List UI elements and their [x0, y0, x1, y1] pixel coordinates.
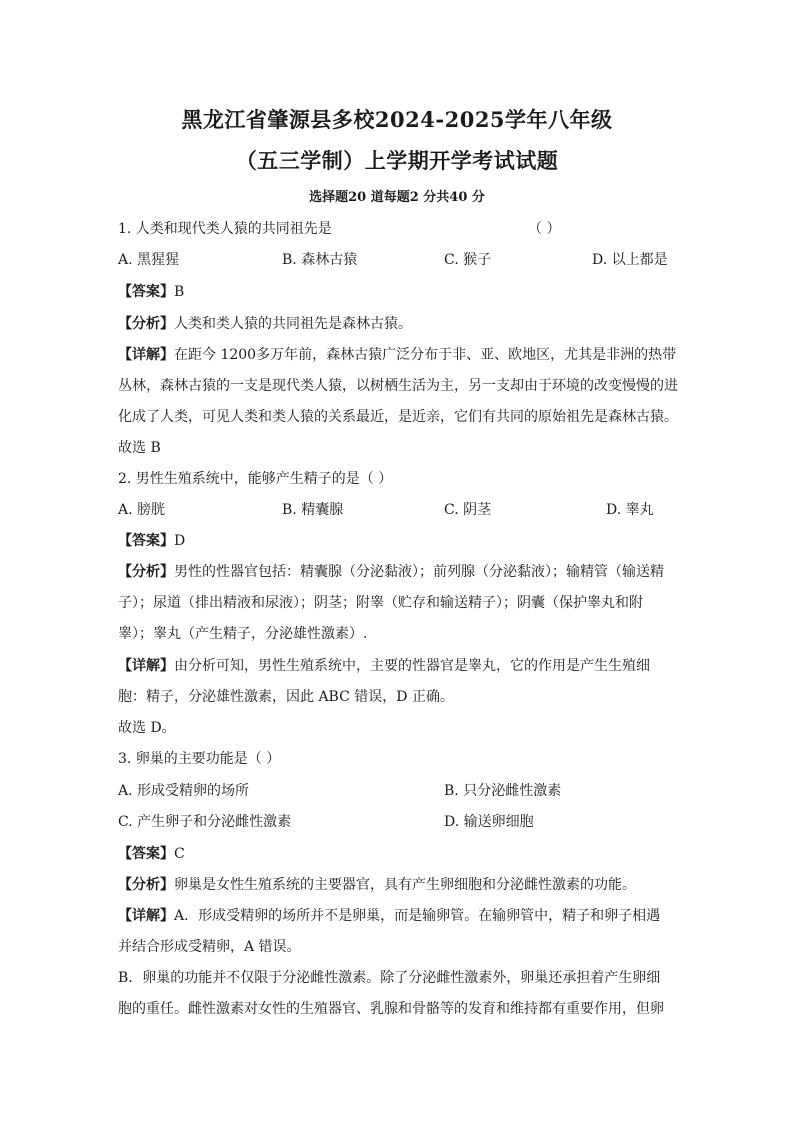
- q1-detail-line: [118, 344, 676, 364]
- detail-text: 由分析可知，男性生殖系统中，主要的性器官是睾丸，它的作用是产生生殖细: [174, 658, 650, 674]
- analysis-text: 男性的性器官包括：精囊腺（分泌黏液）；前列腺（分泌黏液）；输精管（输送精: [174, 564, 664, 580]
- q2-analysis-line-3: 睾）；睾丸（产生精子，分泌雄性激素）.: [118, 626, 368, 642]
- detail-text: A．形成受精卵的场所并不是卵巢，而是输卵管。在输卵管中，精子和卵子相遇: [174, 908, 661, 924]
- question-2-stem: 2. 男性生殖系统中，能够产生精子的是（ ）: [118, 471, 393, 487]
- answer-value: C: [174, 846, 185, 862]
- q3-answer-line: [118, 843, 185, 863]
- q3-option-d: D. 输送卵细胞: [444, 814, 534, 830]
- q1-analysis-line: [118, 313, 412, 333]
- detail-tag: 【详解】: [118, 908, 174, 924]
- q3-analysis-line: [118, 874, 636, 894]
- q3-detail-line: [118, 905, 660, 925]
- analysis-text: 卵巢是女性生殖系统的主要器官，具有产生卵细胞和分泌雌性激素的功能。: [174, 877, 636, 893]
- q2-option-b: B. 精囊腺: [282, 502, 344, 518]
- q2-option-d: D. 睾丸: [606, 502, 654, 518]
- page-title-line2: （五三学制）上学期开学考试试题: [235, 148, 559, 173]
- q3-detail-line-2: 并结合形成受精卵，A 错误。: [118, 939, 301, 955]
- q2-analysis-line: [118, 561, 664, 581]
- q1-option-a: A. 黑猩猩: [118, 252, 180, 268]
- q3-detail-line-4: 胞的重任。雌性激素对女性的生殖器官、乳腺和骨骼等的发育和维持都有重要作用，但卵: [118, 1001, 664, 1017]
- question-1-stem: 1. 人类和现代类人猿的共同祖先是: [118, 221, 332, 237]
- q2-detail-line-2: 胞：精子，分泌雄性激素，因此 ABC 错误，D 正确。: [118, 689, 454, 705]
- analysis-tag: 【分析】: [118, 877, 174, 893]
- detail-text: 在距今 1200多万年前，森林古猿广泛分布于非、亚、欧地区，尤其是非洲的热带: [174, 347, 677, 363]
- q1-option-b: B. 森林古猿: [282, 252, 358, 268]
- q1-detail-line-2: 丛林，森林古猿的一支是现代类人猿，以树栖生活为主，另一支却由于环境的改变慢慢的进: [118, 378, 678, 394]
- q1-option-c: C. 猴子: [444, 252, 492, 268]
- answer-tag: 【答案】: [118, 533, 174, 549]
- q2-analysis-line-2: 子）；尿道（排出精液和尿液）；阴茎；附睾（贮存和输送精子）；阴囊（保护睾丸和附: [118, 595, 643, 611]
- question-3-stem: 3. 卵巢的主要功能是（ ）: [118, 751, 281, 767]
- q1-answer-line: [118, 281, 184, 301]
- answer-value: B: [174, 284, 185, 300]
- q3-option-a: A. 形成受精卵的场所: [118, 783, 250, 799]
- answer-tag: 【答案】: [118, 284, 174, 300]
- analysis-tag: 【分析】: [118, 564, 174, 580]
- detail-tag: 【详解】: [118, 658, 174, 674]
- section-subtitle: 选择题20 道每题2 分共40 分: [309, 190, 485, 205]
- q2-option-a: A. 膀胱: [118, 502, 166, 518]
- q2-choose: 故选 D。: [118, 720, 176, 736]
- page-title: 黑龙江省肇源县多校2024-2025学年八年级: [181, 107, 613, 132]
- answer-value: D: [174, 533, 186, 549]
- analysis-tag: 【分析】: [118, 316, 174, 332]
- detail-tag: 【详解】: [118, 347, 174, 363]
- q1-option-d: D. 以上都是: [592, 252, 668, 268]
- q2-answer-line: [118, 530, 185, 550]
- q1-choose: 故选 B: [118, 440, 161, 456]
- question-1-blank: （ ）: [528, 221, 561, 237]
- q1-detail-line-3: 化成了人类，可见人类和类人猿的关系最近，是近亲，它们有共同的原始祖先是森林古猿。: [118, 409, 678, 425]
- q3-detail-line-3: B．卵巢的功能并不仅限于分泌雌性激素。除了分泌雌性激素外，卵巢还承担着产生卵细: [118, 970, 661, 986]
- q3-option-b: B. 只分泌雌性激素: [444, 783, 562, 799]
- q2-detail-line: [118, 655, 650, 675]
- analysis-text: 人类和类人猿的共同祖先是森林古猿。: [174, 316, 412, 332]
- answer-tag: 【答案】: [118, 846, 174, 862]
- q2-option-c: C. 阴茎: [444, 502, 492, 518]
- q3-option-c: C. 产生卵子和分泌雌性激素: [118, 814, 292, 830]
